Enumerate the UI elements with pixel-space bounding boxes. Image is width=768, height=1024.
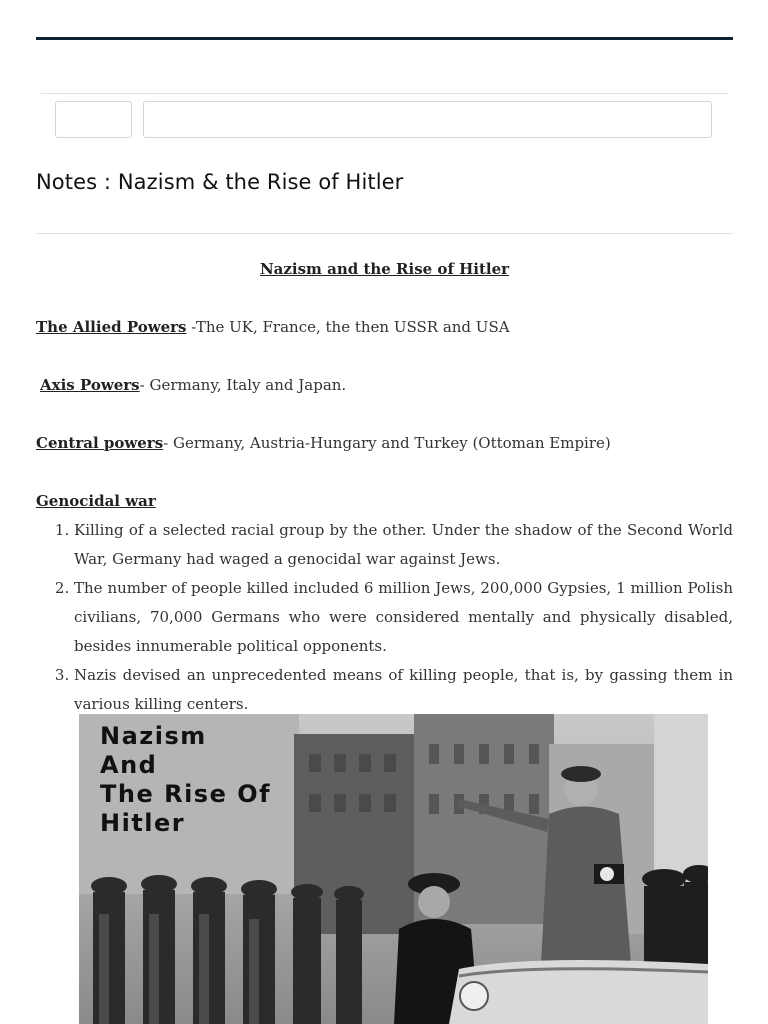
genocidal-war-heading: Genocidal war xyxy=(36,492,156,510)
hitler-rally-photo xyxy=(79,714,708,1024)
central-powers-term: Central powers xyxy=(36,434,164,452)
allied-powers-text: -The UK, France, the then USSR and USA xyxy=(186,318,510,336)
photo-caption-line: Hitler xyxy=(100,809,186,837)
title-divider xyxy=(36,233,733,234)
document-body xyxy=(36,255,733,719)
allied-powers-term: The Allied Powers xyxy=(36,318,187,336)
search-input[interactable] xyxy=(143,101,712,138)
header-divider xyxy=(41,93,728,94)
list-item: 3. Nazis devised an unprecedented means of killing people, that is, by gassing them in various killing centers. xyxy=(74,661,733,719)
photo-caption xyxy=(100,722,271,838)
axis-powers-text: - Germany, Italy and Japan. xyxy=(139,376,347,394)
menu-button[interactable] xyxy=(55,101,132,138)
photo-caption-line: Nazism xyxy=(100,722,207,750)
axis-powers-term: Axis Powers xyxy=(40,376,140,394)
central-powers-paragraph xyxy=(36,429,733,458)
photo-caption-line: And xyxy=(100,751,158,779)
list-item: 2. The number of people killed included 6 million Jews, 200,000 Gypsies, 1 million Polish civilians, 70,000 Germans who were considered mentally and physically disabled, besides innumerable political opponents. xyxy=(74,574,733,661)
central-powers-text: - Germany, Austria-Hungary and Turkey (Ottoman Empire) xyxy=(163,434,611,452)
list-item: 1. Killing of a selected racial group by the other. Under the shadow of the Second World War, Germany had waged a genocidal war against Jews. xyxy=(74,516,733,574)
document-heading: Nazism and the Rise of Hitler xyxy=(259,260,510,278)
allied-powers-paragraph xyxy=(36,313,733,342)
top-divider xyxy=(36,37,733,40)
photo-caption-line: The Rise Of xyxy=(100,780,272,808)
genocidal-war-list xyxy=(36,516,733,719)
page-title: Notes : Nazism & the Rise of Hitler xyxy=(36,170,404,194)
axis-powers-paragraph xyxy=(36,371,733,400)
